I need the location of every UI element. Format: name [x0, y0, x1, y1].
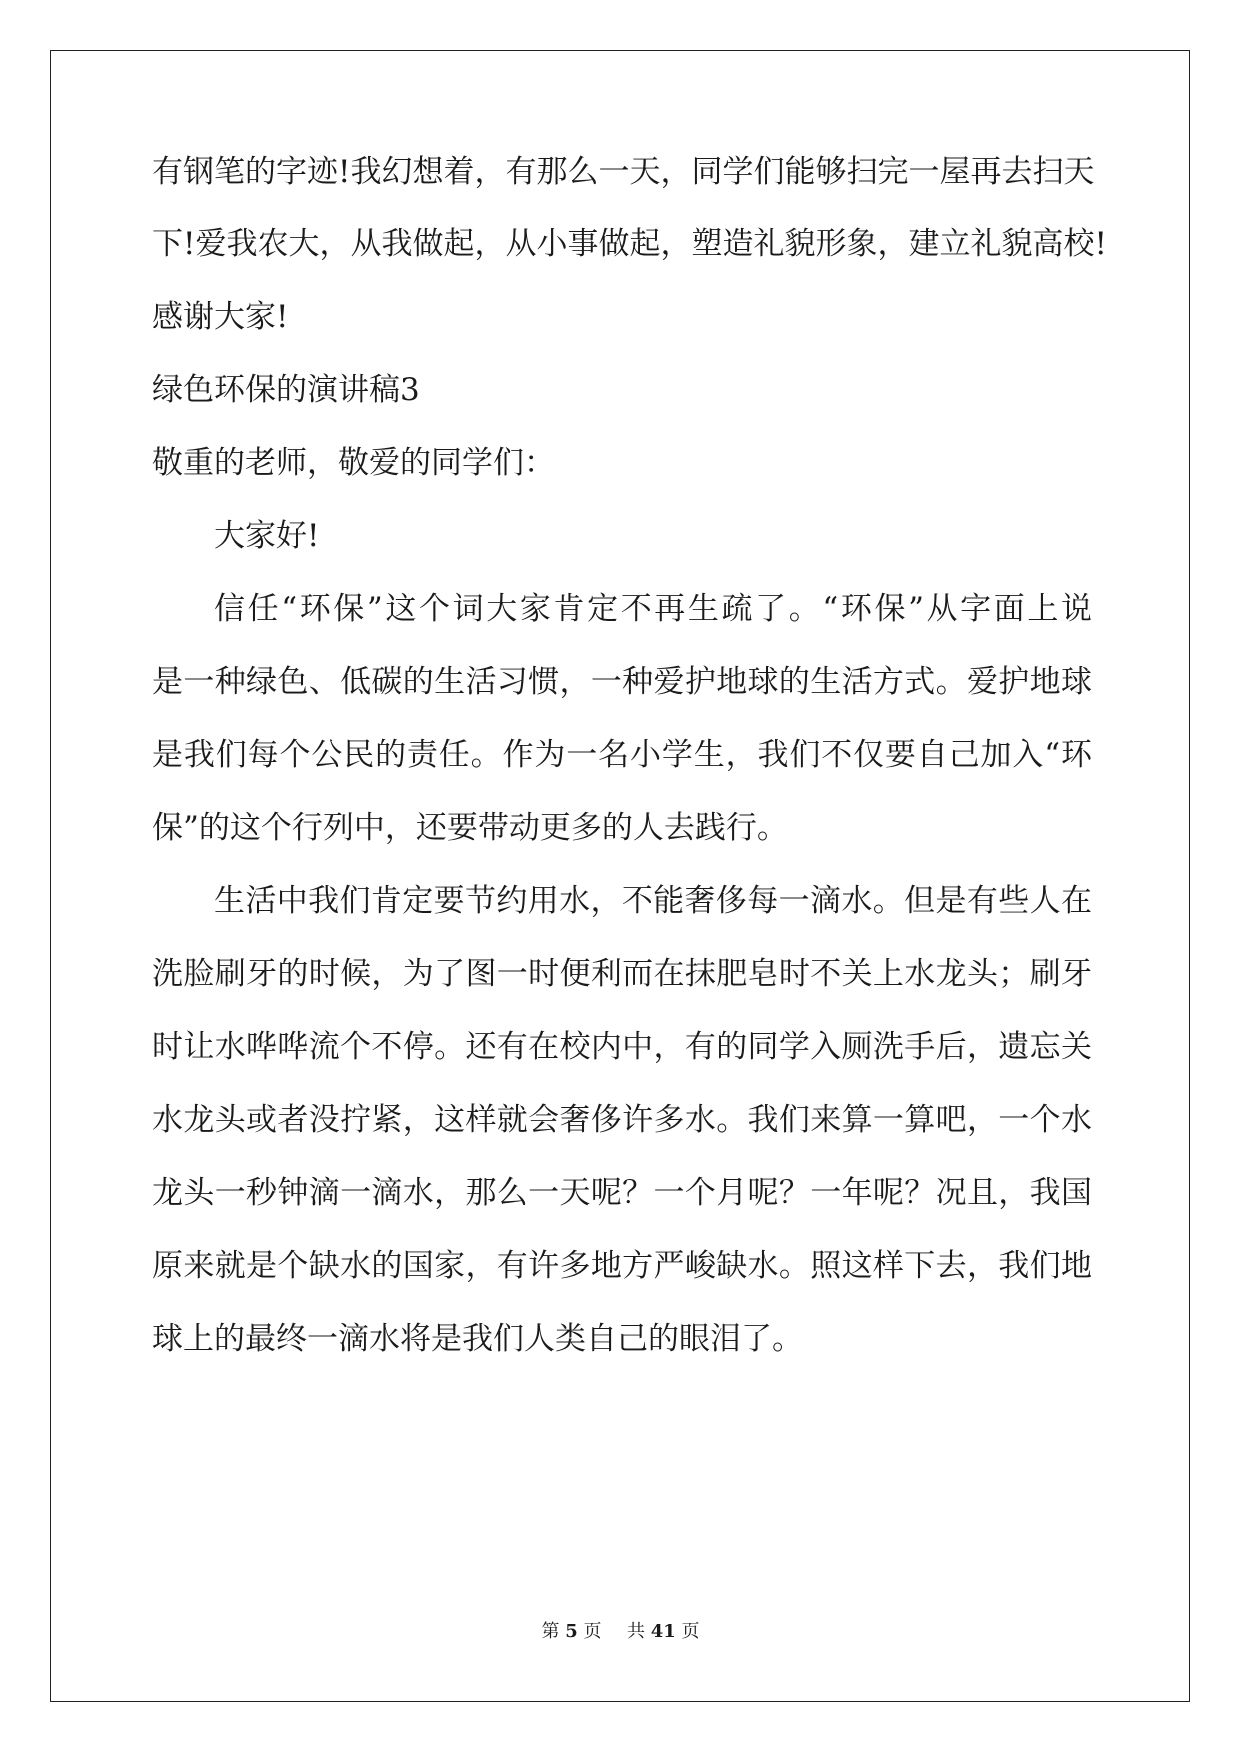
- text-line: 有钢笔的字迹!我幻想着，有那么一天，同学们能够扫完一屋再去扫天: [152, 154, 1095, 190]
- text-line: 洗脸刷牙的时候，为了图一时便利而在抹肥皂时不关上水龙头；刷牙: [152, 956, 1092, 992]
- total-pages: 41: [650, 1621, 676, 1642]
- text-line: 下!爱我农大，从我做起，从小事做起，塑造礼貌形象，建立礼貌高校!: [152, 226, 1107, 262]
- greeting: 大家好!: [214, 518, 320, 554]
- text-line: 龙头一秒钟滴一滴水，那么一天呢？一个月呢？一年呢？况且，我国: [152, 1175, 1092, 1211]
- text-line: 是我们每个公民的责任。作为一名小学生，我们不仅要自己加入“环: [152, 737, 1092, 773]
- text-line: 感谢大家!: [152, 299, 289, 335]
- section-heading: 绿色环保的演讲稿3: [152, 372, 420, 408]
- page-footer: [0, 1620, 1241, 1644]
- text-line: 生活中我们肯定要节约用水，不能奢侈每一滴水。但是有些人在: [214, 883, 1092, 919]
- total-label-suffix: 页: [681, 1621, 700, 1642]
- page-label-suffix: 页: [583, 1621, 602, 1642]
- text-line: 是一种绿色、低碳的生活习惯，一种爱护地球的生活方式。爱护地球: [152, 664, 1092, 700]
- salutation: 敬重的老师，敬爱的同学们：: [152, 445, 555, 481]
- text-line: 原来就是个缺水的国家，有许多地方严峻缺水。照这样下去，我们地: [152, 1248, 1092, 1284]
- text-line: 时让水哗哗流个不停。还有在校内中，有的同学入厕洗手后，遗忘关: [152, 1029, 1092, 1065]
- text-line: 球上的最终一滴水将是我们人类自己的眼泪了。: [152, 1321, 803, 1357]
- total-label-prefix: 共: [626, 1621, 645, 1642]
- page-label-prefix: 第: [541, 1621, 560, 1642]
- text-line: 水龙头或者没拧紧，这样就会奢侈许多水。我们来算一算吧，一个水: [152, 1102, 1092, 1138]
- page-number: 5: [565, 1621, 578, 1642]
- text-line: 保”的这个行列中，还要带动更多的人去践行。: [152, 810, 788, 846]
- text-line: 信任“环保”这个词大家肯定不再生疏了。“环保”从字面上说: [214, 591, 1092, 627]
